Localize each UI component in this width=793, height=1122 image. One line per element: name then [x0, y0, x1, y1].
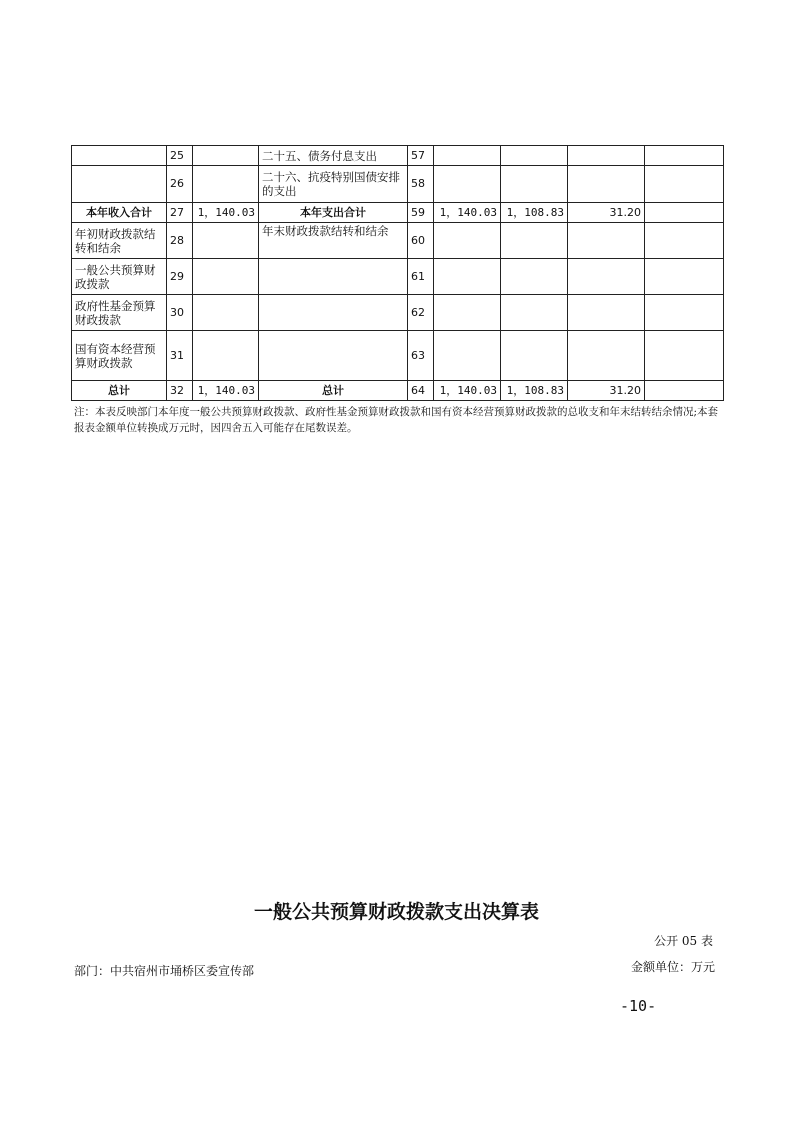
fiscal-appropriation-table	[71, 145, 724, 401]
project-amount	[568, 166, 645, 203]
table-row	[72, 223, 724, 259]
right-item-label: 二十六、抗疫特别国债安排的支出	[259, 166, 408, 203]
left-amount	[193, 259, 259, 295]
left-item-label: 政府性基金预算财政拨款	[72, 295, 167, 331]
empty-cell	[645, 166, 724, 203]
left-amount: 1，140.03	[193, 203, 259, 223]
left-row-number: 31	[167, 331, 193, 381]
left-row-number: 26	[167, 166, 193, 203]
right-row-number: 57	[408, 146, 434, 166]
left-item-label	[72, 146, 167, 166]
total-amount	[434, 223, 501, 259]
table-row	[72, 331, 724, 381]
left-item-label: 国有资本经营预算财政拨款	[72, 331, 167, 381]
right-item-label: 总计	[259, 381, 408, 401]
right-row-number: 63	[408, 331, 434, 381]
table-row	[72, 259, 724, 295]
table-row	[72, 295, 724, 331]
empty-cell	[645, 295, 724, 331]
table-code: 公开 05 表	[654, 934, 713, 948]
empty-cell	[645, 331, 724, 381]
left-row-number: 28	[167, 223, 193, 259]
left-row-number: 29	[167, 259, 193, 295]
basic-amount: 1，108.83	[501, 203, 568, 223]
left-row-number: 32	[167, 381, 193, 401]
basic-amount	[501, 259, 568, 295]
total-amount	[434, 295, 501, 331]
left-amount	[193, 223, 259, 259]
left-item-label: 年初财政拨款结转和结余	[72, 223, 167, 259]
table-note: 注：本表反映部门本年度一般公共预算财政拨款、政府性基金预算财政拨款和国有资本经营预算财政拨款的总收支和年末结转结余情况;本套报表金额单位转换成万元时，因四舍五入可能存在尾数误差。	[74, 406, 719, 434]
table-row	[72, 203, 724, 223]
left-amount	[193, 146, 259, 166]
left-item-label: 本年收入合计	[72, 203, 167, 223]
project-amount	[568, 259, 645, 295]
right-item-label	[259, 331, 408, 381]
empty-cell	[645, 259, 724, 295]
left-row-number: 25	[167, 146, 193, 166]
right-row-number: 59	[408, 203, 434, 223]
project-amount: 31.20	[568, 203, 645, 223]
left-amount: 1，140.03	[193, 381, 259, 401]
left-amount	[193, 331, 259, 381]
basic-amount	[501, 146, 568, 166]
left-item-label: 一般公共预算财政拨款	[72, 259, 167, 295]
right-item-label: 年末财政拨款结转和结余	[259, 223, 408, 259]
table-row	[72, 146, 724, 166]
basic-amount	[501, 331, 568, 381]
basic-amount	[501, 295, 568, 331]
total-amount	[434, 146, 501, 166]
left-item-label	[72, 166, 167, 203]
right-row-number: 64	[408, 381, 434, 401]
empty-cell	[645, 223, 724, 259]
table-row	[72, 381, 724, 401]
left-row-number: 27	[167, 203, 193, 223]
left-amount	[193, 295, 259, 331]
amount-unit-label: 金额单位：万元	[630, 960, 715, 974]
right-row-number: 60	[408, 223, 434, 259]
table-row	[72, 166, 724, 203]
next-table-title: 一般公共预算财政拨款支出决算表	[253, 901, 539, 923]
basic-amount	[501, 223, 568, 259]
project-amount	[568, 295, 645, 331]
total-amount	[434, 259, 501, 295]
right-item-label: 本年支出合计	[259, 203, 408, 223]
right-row-number: 62	[408, 295, 434, 331]
right-item-label: 二十五、债务付息支出	[259, 146, 408, 166]
left-amount	[193, 166, 259, 203]
left-item-label: 总计	[72, 381, 167, 401]
total-amount	[434, 331, 501, 381]
basic-amount	[501, 166, 568, 203]
empty-cell	[645, 381, 724, 401]
empty-cell	[645, 203, 724, 223]
project-amount	[568, 146, 645, 166]
right-item-label	[259, 295, 408, 331]
empty-cell	[645, 146, 724, 166]
left-row-number: 30	[167, 295, 193, 331]
right-item-label	[259, 259, 408, 295]
project-amount	[568, 223, 645, 259]
project-amount: 31.20	[568, 381, 645, 401]
total-amount: 1，140.03	[434, 203, 501, 223]
department-label: 部门：中共宿州市埇桥区委宣传部	[74, 964, 255, 978]
right-row-number: 58	[408, 166, 434, 203]
project-amount	[568, 331, 645, 381]
total-amount: 1，140.03	[434, 381, 501, 401]
right-row-number: 61	[408, 259, 434, 295]
total-amount	[434, 166, 501, 203]
basic-amount: 1，108.83	[501, 381, 568, 401]
page-number: -10-	[620, 997, 657, 1015]
